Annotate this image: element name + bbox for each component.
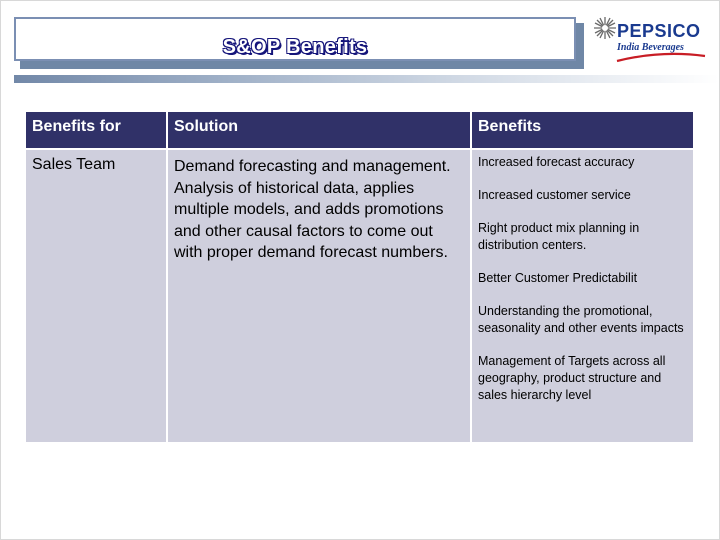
- table-header-row: [25, 111, 694, 149]
- pepsico-logo: [593, 12, 707, 64]
- cell-benefits-for: Sales Team: [25, 149, 167, 443]
- logo-swoosh-icon: [615, 52, 707, 64]
- table-row: [25, 149, 694, 443]
- title-box: [14, 17, 576, 61]
- cell-benefits: [471, 149, 694, 443]
- benefit-item: Management of Targets across all geography, product structure and sales hierarchy level: [478, 354, 666, 402]
- benefit-item: Right product mix planning in distribution centers.: [478, 221, 640, 252]
- slide-title: S&OP Benefits: [222, 36, 368, 58]
- cell-solution: Demand forecasting and management. Analysis of historical data, applies multiple models, and adds promotions and other causal factors to come out with proper demand forecast numbers.: [167, 149, 471, 443]
- benefits-table: [24, 110, 695, 444]
- benefit-item: Better Customer Predictabilit: [478, 271, 638, 285]
- header-benefits-for: Benefits for: [25, 111, 167, 149]
- logo-subtitle: India Beverages: [617, 42, 684, 53]
- benefit-item: Understanding the promotional, seasonality and other events impacts: [478, 304, 684, 335]
- benefit-item: Increased customer service: [478, 188, 631, 202]
- title-underline-bar: [14, 75, 719, 83]
- header-solution: Solution: [167, 111, 471, 149]
- header-benefits: Benefits: [471, 111, 694, 149]
- logo-brand: PEPSICO: [617, 21, 701, 41]
- pepsico-globe-icon: [593, 16, 617, 40]
- benefit-item: Increased forecast accuracy: [478, 155, 635, 169]
